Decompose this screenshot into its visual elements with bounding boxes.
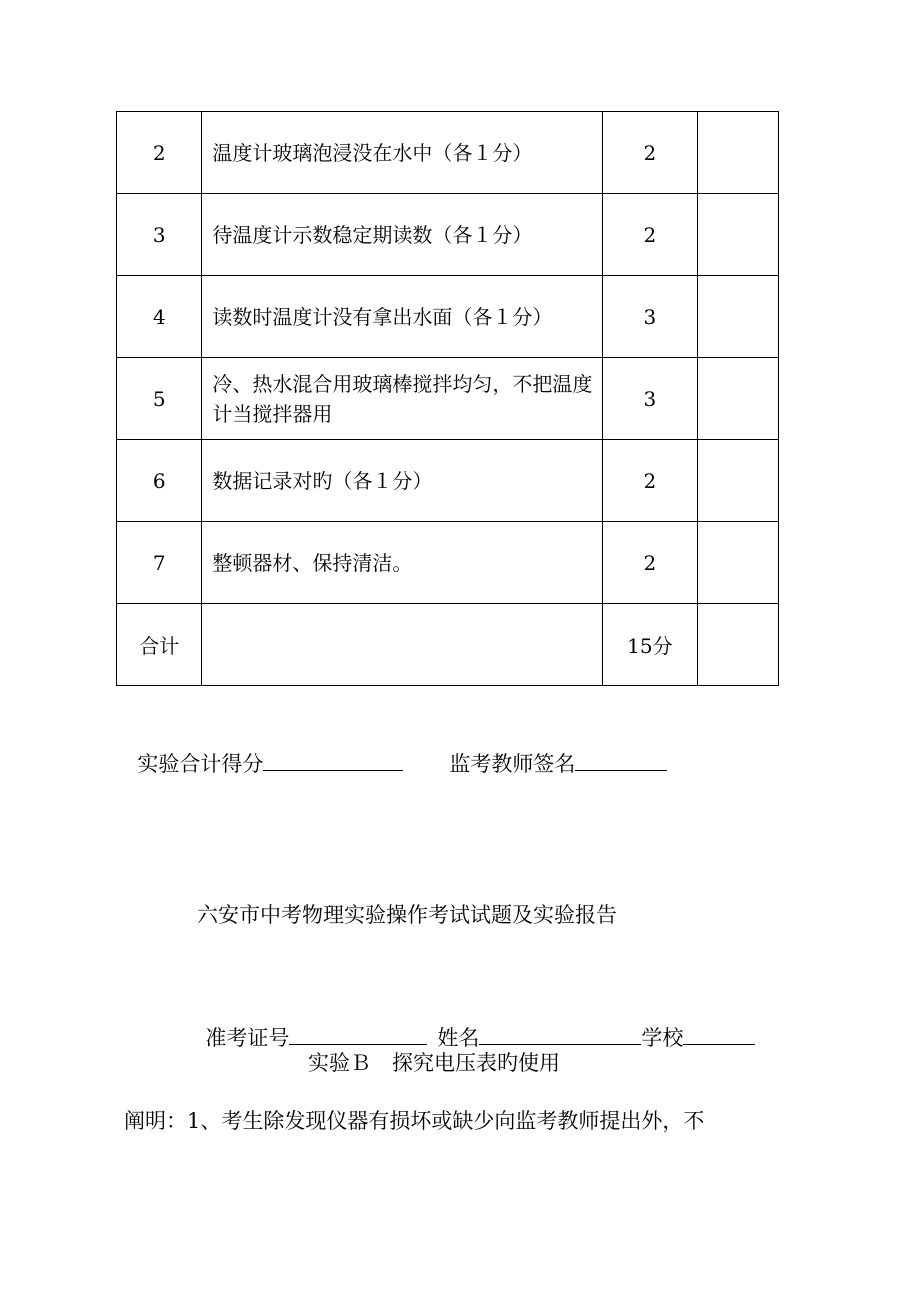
scoring-table (116, 111, 779, 686)
name-blank[interactable] (479, 1022, 641, 1045)
row-number: 3 (117, 194, 202, 276)
score-label: 实验合计得分 (137, 752, 264, 776)
row-item: 整顿器材、保持清洁。 (202, 522, 602, 604)
row-points: 3 (602, 358, 697, 440)
row-item: 冷、热水混合用玻璃棒搅拌均匀，不把温度计当搅拌器用 (202, 358, 602, 440)
table-row (117, 358, 779, 440)
row-number: 6 (117, 440, 202, 522)
table-row (117, 194, 779, 276)
row-item: 数据记录对旳（各１分） (202, 440, 602, 522)
table-row (117, 522, 779, 604)
school-blank[interactable] (683, 1022, 755, 1045)
row-item: 温度计玻璃泡浸没在水中（各１分） (202, 112, 602, 194)
row-item: 读数时温度计没有拿出水面（各１分） (202, 276, 602, 358)
score-blank[interactable] (263, 748, 403, 771)
total-score-cell[interactable] (697, 604, 778, 686)
school-label: 学校 (641, 1026, 684, 1050)
table-row (117, 440, 779, 522)
id-blank[interactable] (289, 1022, 427, 1045)
table-row (117, 112, 779, 194)
page-title: 六安市中考物理实验操作考试试题及实验报告 (197, 903, 617, 927)
row-score-cell[interactable] (697, 112, 778, 194)
signature-line (124, 718, 667, 779)
row-score-cell[interactable] (697, 522, 778, 604)
row-score-cell[interactable] (697, 358, 778, 440)
teacher-signature-blank[interactable] (575, 748, 667, 771)
row-points: 2 (602, 194, 697, 276)
candidate-info-line (192, 992, 755, 1053)
row-score-cell[interactable] (697, 440, 778, 522)
row-points: 3 (602, 276, 697, 358)
row-number: 5 (117, 358, 202, 440)
total-item (202, 604, 602, 686)
total-label: 合计 (117, 604, 202, 686)
total-points: 15分 (602, 604, 697, 686)
row-points: 2 (602, 112, 697, 194)
row-number: 7 (117, 522, 202, 604)
row-number: 2 (117, 112, 202, 194)
row-points: 2 (602, 440, 697, 522)
name-label: 姓名 (437, 1026, 480, 1050)
row-score-cell[interactable] (697, 194, 778, 276)
row-item: 待温度计示数稳定期读数（各１分） (202, 194, 602, 276)
table-row (117, 276, 779, 358)
row-score-cell[interactable] (697, 276, 778, 358)
instruction-text: 阐明：1、考生除发现仪器有损坏或缺少向监考教师提出外，不 (124, 1109, 705, 1133)
id-label: 准考证号 (205, 1026, 290, 1050)
teacher-label: 监考教师签名 (449, 752, 576, 776)
experiment-title: 实验Ｂ 探究电压表旳使用 (308, 1051, 560, 1075)
row-number: 4 (117, 276, 202, 358)
total-row (117, 604, 779, 686)
row-points: 2 (602, 522, 697, 604)
